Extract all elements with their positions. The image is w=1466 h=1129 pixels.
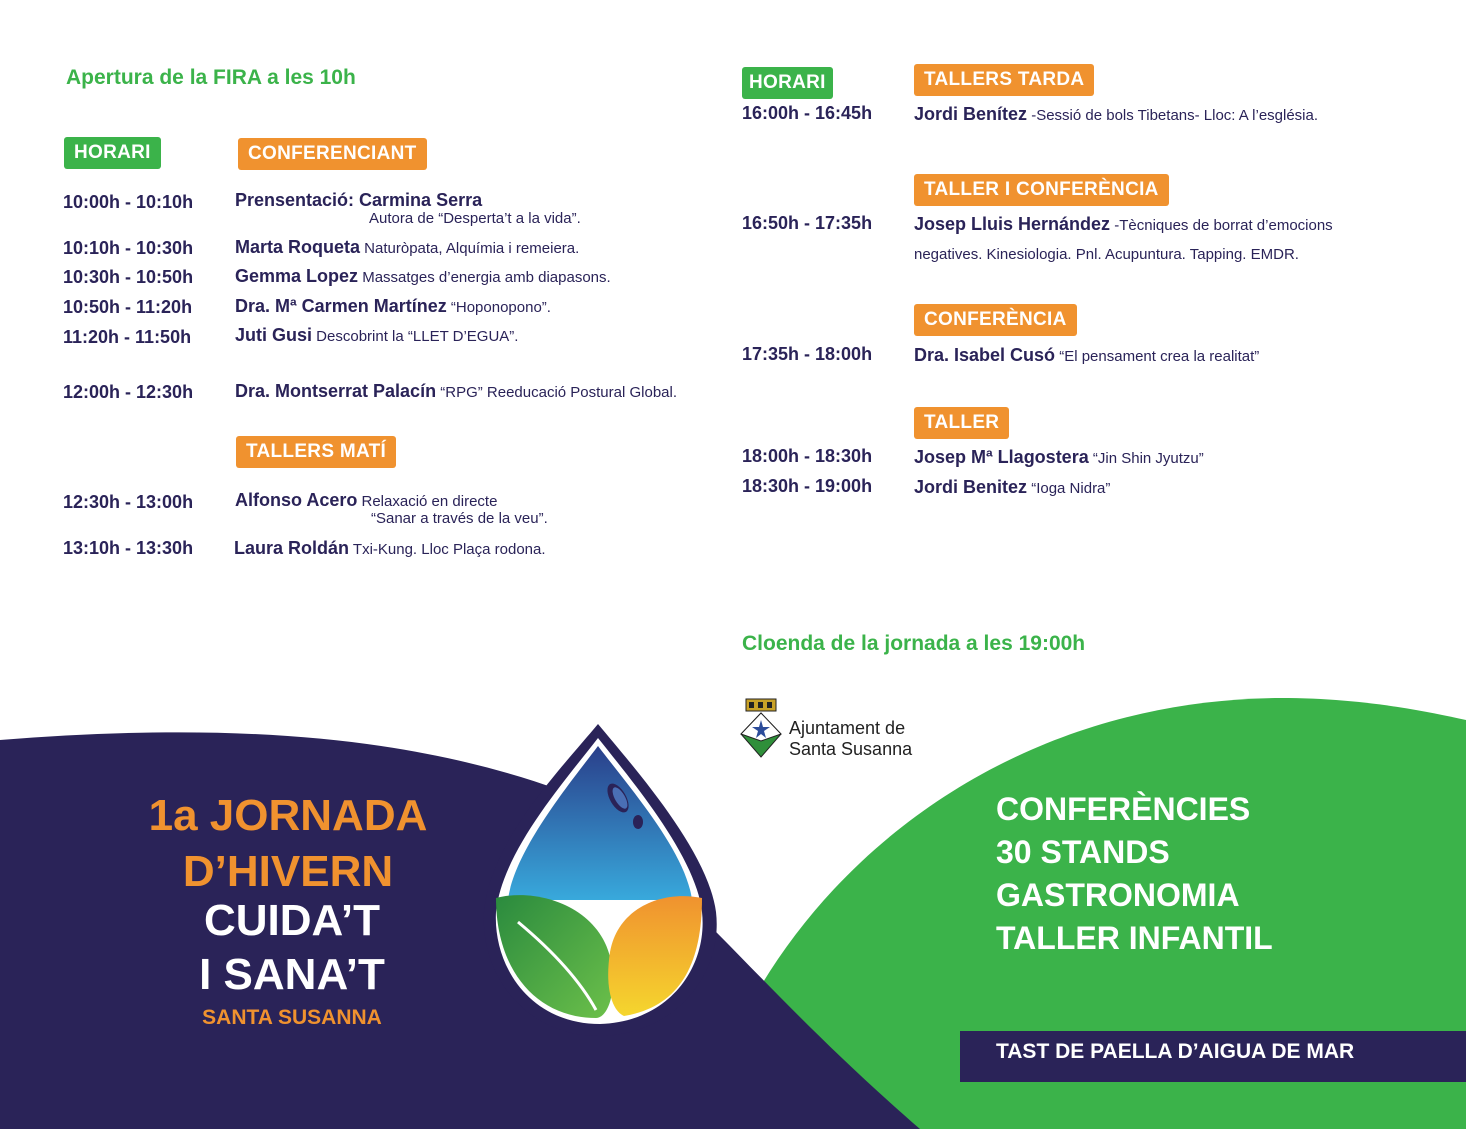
taller-conferencia-badge: TALLER I CONFERÈNCIA [914,174,1169,206]
entry-row-8 [234,538,546,559]
speaker-name: Jordi Benítez [914,104,1028,124]
opening-title: Apertura de la FIRA a les 10h [66,66,356,89]
entry-desc: “Hoponopono”. [446,299,551,316]
speaker-name: Alfonso Acero [235,490,358,510]
speaker-name: Prensentació: Carmina Serra [235,190,483,210]
entry-desc: -Tècniques de borrat d’emocions [1110,217,1333,234]
horari-badge-right: HORARI [742,67,833,99]
event-line-3: CUIDA’T [204,896,380,945]
time-right-row-2: 16:50h - 17:35h [742,213,873,233]
speaker-name: Jordi Benitez [914,477,1028,497]
entry-row-5 [235,325,518,346]
ajuntament-line1: Ajuntament de [789,718,906,738]
time-row-3: 10:30h - 10:50h [63,267,194,287]
entry-row-1 [235,190,482,211]
conferenciant-badge: CONFERENCIANT [238,138,427,170]
entry-desc: Naturòpata, Alquímia i remeiera. [360,240,580,257]
event-line-1: 1a JORNADA [148,791,428,840]
time-row-5: 11:20h - 11:50h [63,327,192,347]
entry-row-7-sub: “Sanar a través de la veu”. [371,510,548,527]
coat-of-arms-icon [738,697,784,759]
tallers-tarda-badge: TALLERS TARDA [914,64,1094,96]
entry-right-row-2 [914,214,1333,235]
entry-row-7 [235,490,497,511]
entry-desc: -Sessió de bols Tibetans- Lloc: A l’església. [1027,107,1319,124]
entry-desc: “RPG” Reeducació Postural Global. [436,384,678,401]
time-row-4: 10:50h - 11:20h [63,297,193,317]
event-line-4: I SANA’T [199,950,385,999]
entry-right-row-4 [914,447,1204,468]
entry-row-3 [235,266,611,287]
entry-desc: “Ioga Nidra” [1027,480,1111,497]
time-row-6: 12:00h - 12:30h [63,382,194,402]
event-line-2: D’HIVERN [182,847,394,896]
entry-desc: Descobrint la “LLET D’EGUA”. [312,328,519,345]
highlight-item: GASTRONOMIA [996,877,1240,913]
speaker-name: Juti Gusi [235,325,313,345]
horari-badge-left: HORARI [64,137,161,169]
speaker-name: Dra. Mª Carmen Martínez [235,296,447,316]
entry-row-6 [235,381,677,402]
ajuntament-line2: Santa Susanna [789,739,913,759]
time-row-2: 10:10h - 10:30h [63,238,194,258]
entry-right-row-5 [914,477,1110,498]
time-row-7: 12:30h - 13:00h [63,492,194,512]
tallers-mati-badge: TALLERS MATÍ [236,436,396,468]
speaker-name: Josep Mª Llagostera [914,447,1089,467]
tast-banner: TAST DE PAELLA D’AIGUA DE MAR [996,1040,1355,1063]
entry-desc: Txi-Kung. Lloc Plaça rodona. [349,541,546,558]
closing-title: Cloenda de la jornada a les 19:00h [742,632,1086,655]
highlight-item: CONFERÈNCIES [996,791,1251,827]
entry-row-4 [235,296,551,317]
entry-right-row-3 [914,345,1259,366]
speaker-name: Gemma Lopez [235,266,359,286]
highlight-item: TALLER INFANTIL [996,920,1273,956]
ajuntament-name [789,718,912,760]
time-right-row-5: 18:30h - 19:00h [742,476,873,496]
time-right-row-4: 18:00h - 18:30h [742,446,873,466]
entry-desc: “Jin Shin Jyutzu” [1088,450,1204,467]
time-row-1: 10:00h - 10:10h [63,192,194,212]
entry-row-1-sub: Autora de “Desperta’t a la vida”. [369,210,581,227]
speaker-name: Dra. Montserrat Palacín [235,381,437,401]
speaker-name: Laura Roldán [234,538,350,558]
speaker-name: Dra. Isabel Cusó [914,345,1056,365]
highlight-item: 30 STANDS [996,834,1170,870]
speaker-name: Josep Lluis Hernández [914,214,1111,234]
highlights-list [996,788,1273,960]
taller-badge: TALLER [914,407,1009,439]
entry-right-row-2-sub: negatives. Kinesiologia. Pnl. Acupuntura. Tapping. EMDR. [914,246,1299,263]
event-place: SANTA SUSANNA [202,1006,382,1029]
drop-leaf-logo-icon [478,722,723,1040]
time-right-row-3: 17:35h - 18:00h [742,344,873,364]
entry-desc: Relaxació en directe [357,493,498,510]
entry-row-2 [235,237,579,258]
entry-right-row-1 [914,104,1318,125]
entry-desc: “El pensament crea la realitat” [1055,348,1260,365]
speaker-name: Marta Roqueta [235,237,361,257]
time-row-8: 13:10h - 13:30h [63,538,194,558]
entry-desc: Massatges d’energia amb diapasons. [358,269,611,286]
time-right-row-1: 16:00h - 16:45h [742,103,873,123]
conferencia-badge: CONFERÈNCIA [914,304,1077,336]
